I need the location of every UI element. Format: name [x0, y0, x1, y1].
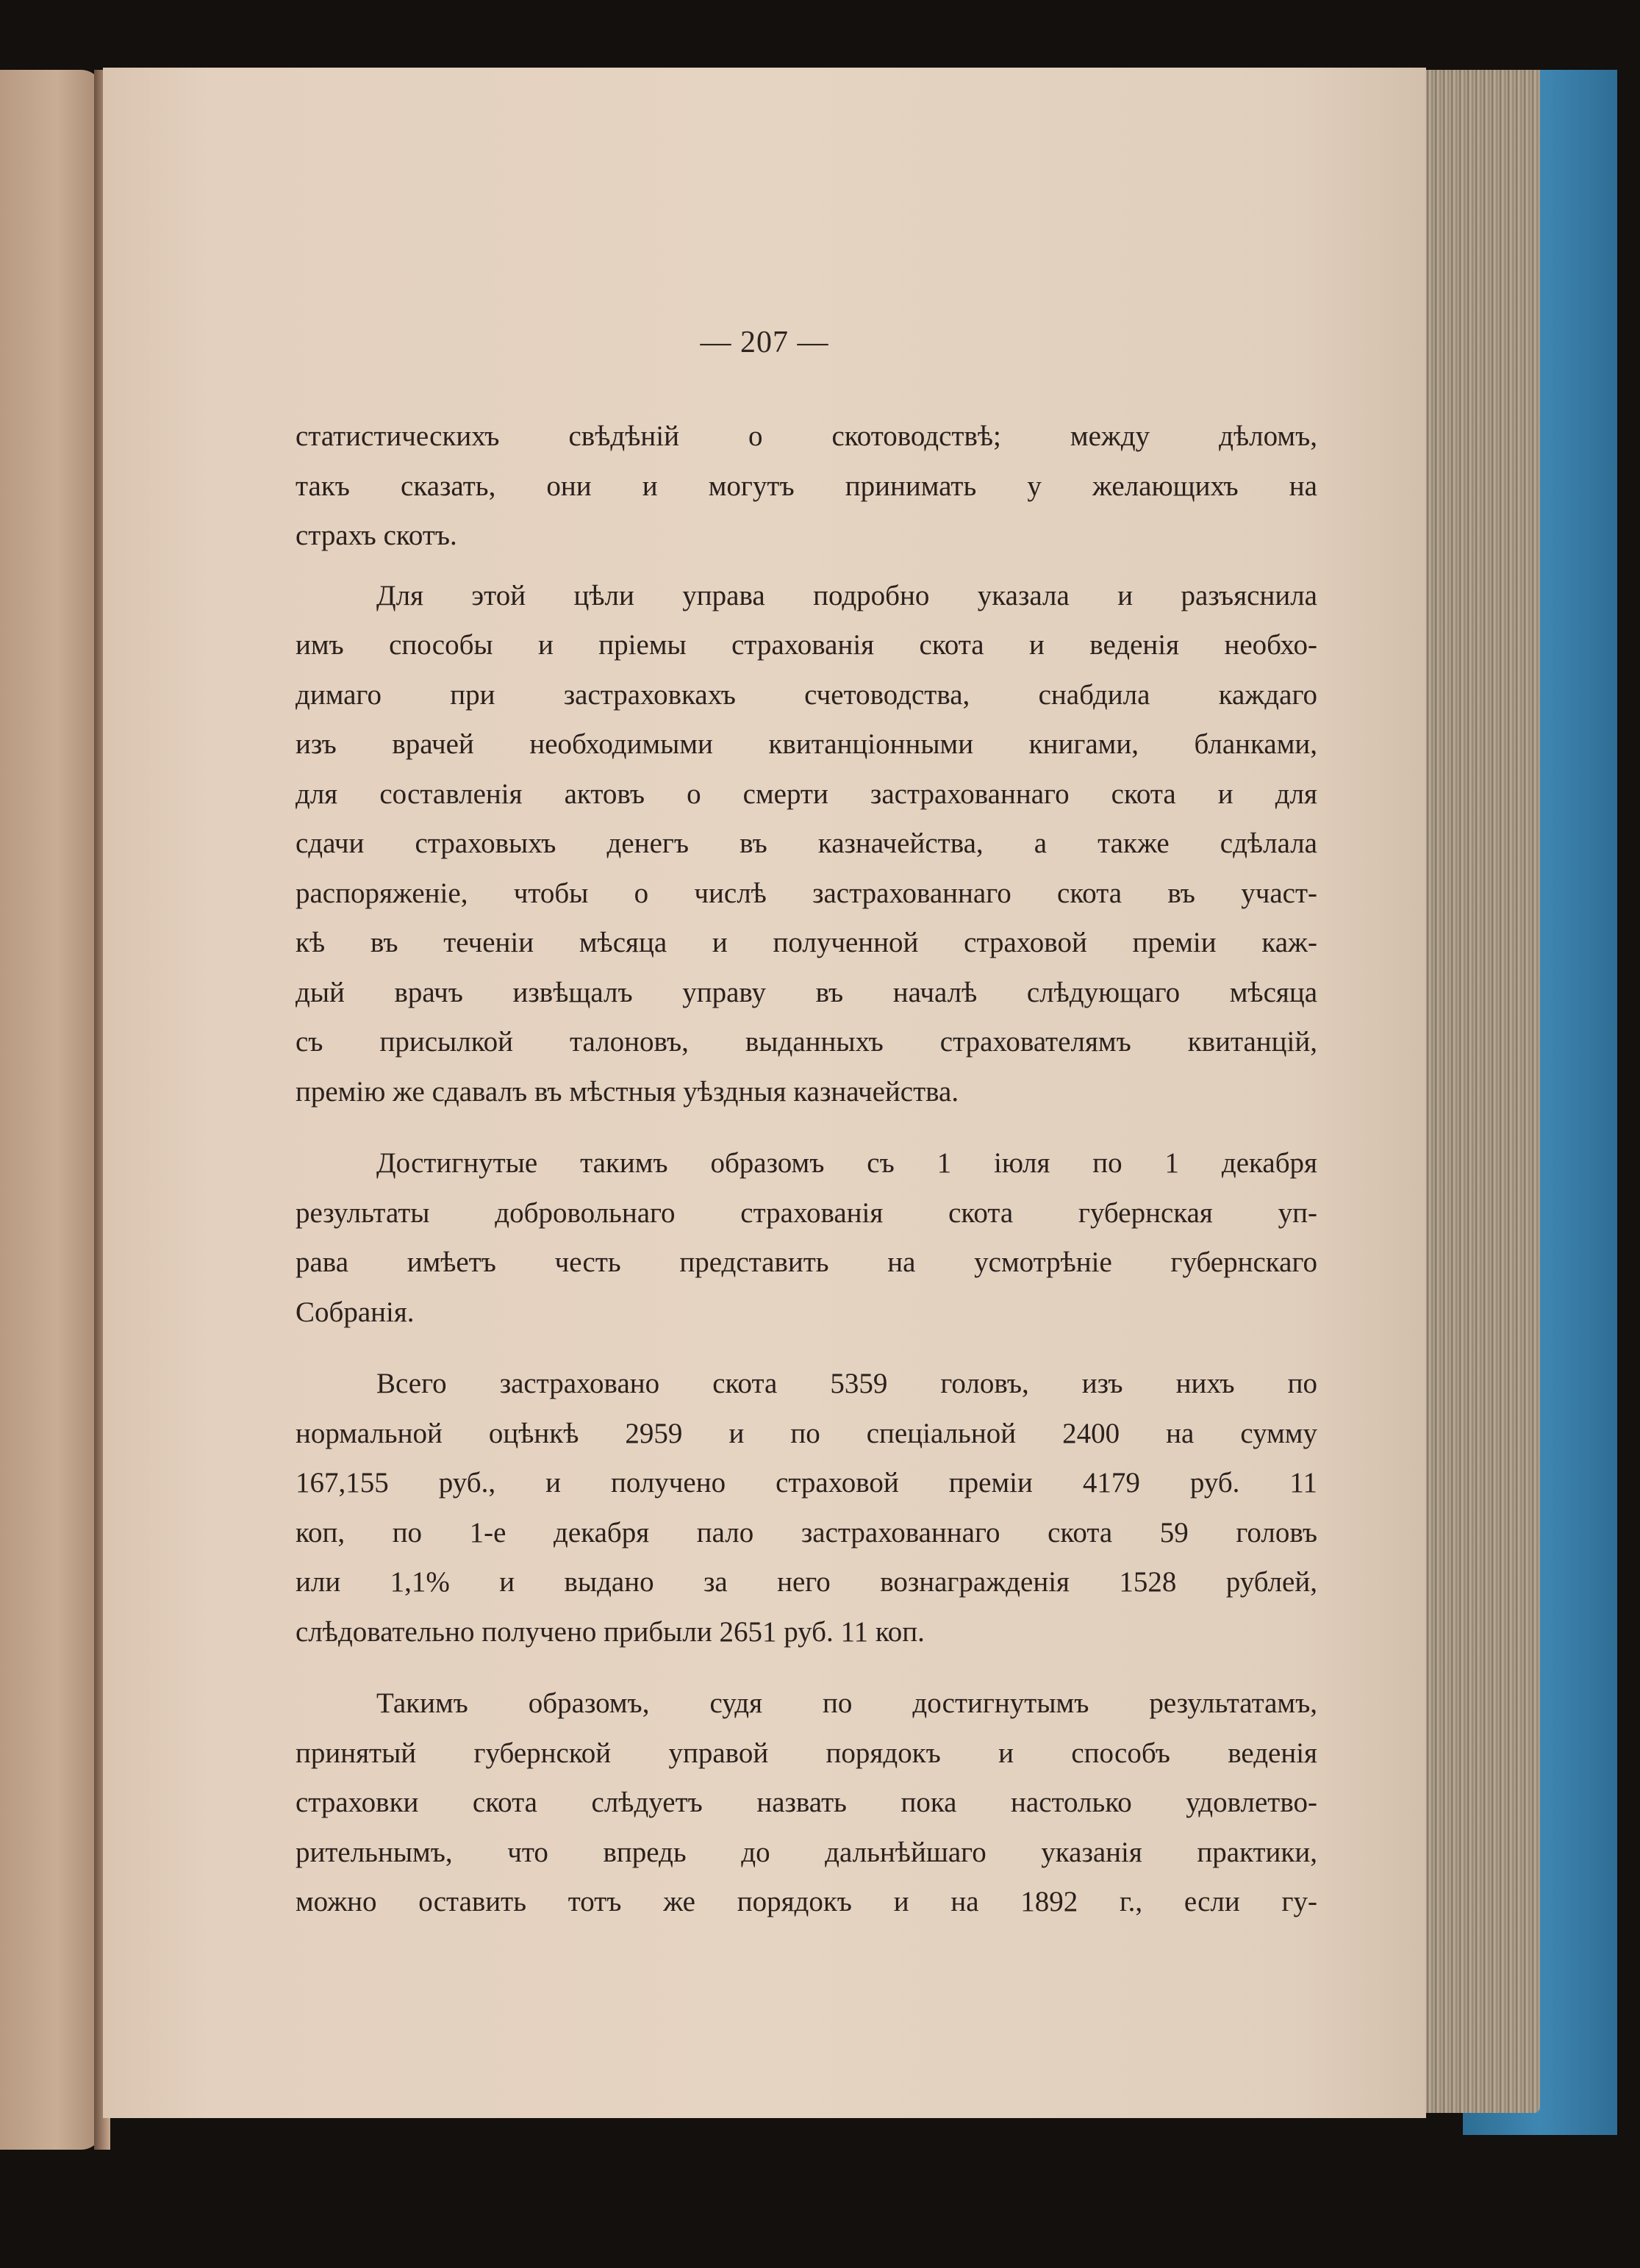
text-line: результаты добровольнаго страхованія скота губернская уп-	[296, 1196, 1317, 1229]
book-page	[103, 68, 1426, 2118]
text-line: рительнымъ, что впредь до дальнѣйшаго указанія практики,	[296, 1836, 1317, 1868]
text-line: съ присылкой талоновъ, выданныхъ страхователямъ квитанцій,	[296, 1026, 1317, 1058]
page-block-edges	[1408, 70, 1540, 2113]
text-line: Такимъ образомъ, судя по достигнутымъ результатамъ,	[376, 1687, 1317, 1719]
page-number: — 207 —	[700, 326, 829, 359]
text-line: такъ сказать, они и могутъ принимать у желающихъ на	[296, 470, 1317, 502]
text-line: Собранія.	[296, 1296, 415, 1328]
text-line: или 1,1% и выдано за него вознагражденія 1528 рублей,	[296, 1566, 1317, 1598]
paragraph-5	[296, 1679, 1317, 1927]
text-line: для составленія актовъ о смерти застрахованнаго скота и для	[296, 778, 1317, 810]
text-line: нормальной оцѣнкѣ 2959 и по спеціальной 2400 на сумму	[296, 1417, 1317, 1449]
text-line: имъ способы и пріемы страхованія скота и веденія необхо-	[296, 629, 1317, 661]
text-line: принятый губернской управой порядокъ и способъ веденія	[296, 1737, 1317, 1769]
paragraph-1	[296, 412, 1317, 561]
text-line: можно оставить тотъ же порядокъ и на 1892 г., если гу-	[296, 1886, 1317, 1917]
text-line: коп, по 1-е декабря пало застрахованнаго скота 59 головъ	[296, 1516, 1317, 1549]
text-line: сдачи страховыхъ денегъ въ казначейства, а также сдѣлала	[296, 828, 1317, 859]
text-line: страхъ скотъ.	[296, 520, 457, 551]
text-line: рава имѣетъ честь представить на усмотрѣніе губернскаго	[296, 1246, 1317, 1278]
paragraph-2	[296, 571, 1317, 1117]
text-line: дый врачъ извѣщалъ управу въ началѣ слѣдующаго мѣсяца	[296, 976, 1317, 1008]
text-line: премію же сдавалъ въ мѣстныя уѣздныя казначейства.	[296, 1075, 959, 1108]
text-line: Для этой цѣли управа подробно указала и разъяснила	[376, 579, 1317, 611]
text-line: распоряженіе, чтобы о числѣ застрахованнаго скота въ участ-	[296, 877, 1317, 909]
paragraph-4	[296, 1359, 1317, 1657]
text-line: димаго при застраховкахъ счетоводства, снабдила каждаго	[296, 678, 1317, 711]
left-page-edge	[0, 70, 103, 2150]
text-line: слѣдовательно получено прибыли 2651 руб. 11 коп.	[296, 1615, 925, 1648]
text-line: 167,155 руб., и получено страховой преміи 4179 руб. 11	[296, 1467, 1317, 1499]
text-line: кѣ въ теченіи мѣсяца и полученной страховой преміи каж-	[296, 927, 1317, 958]
text-line: изъ врачей необходимыми квитанціонными книгами, бланками,	[296, 728, 1317, 760]
text-line: страховки скота слѣдуетъ назвать пока настолько удовлетво-	[296, 1787, 1317, 1818]
text-line: Достигнутые такимъ образомъ съ 1 іюля по 1 декабря	[376, 1147, 1317, 1179]
page-text	[296, 412, 1317, 1927]
text-line: Всего застраховано скота 5359 головъ, изъ нихъ по	[376, 1368, 1317, 1399]
text-line: статистическихъ свѣдѣній о скотоводствѣ; между дѣломъ,	[296, 420, 1317, 452]
paragraph-3	[296, 1138, 1317, 1337]
